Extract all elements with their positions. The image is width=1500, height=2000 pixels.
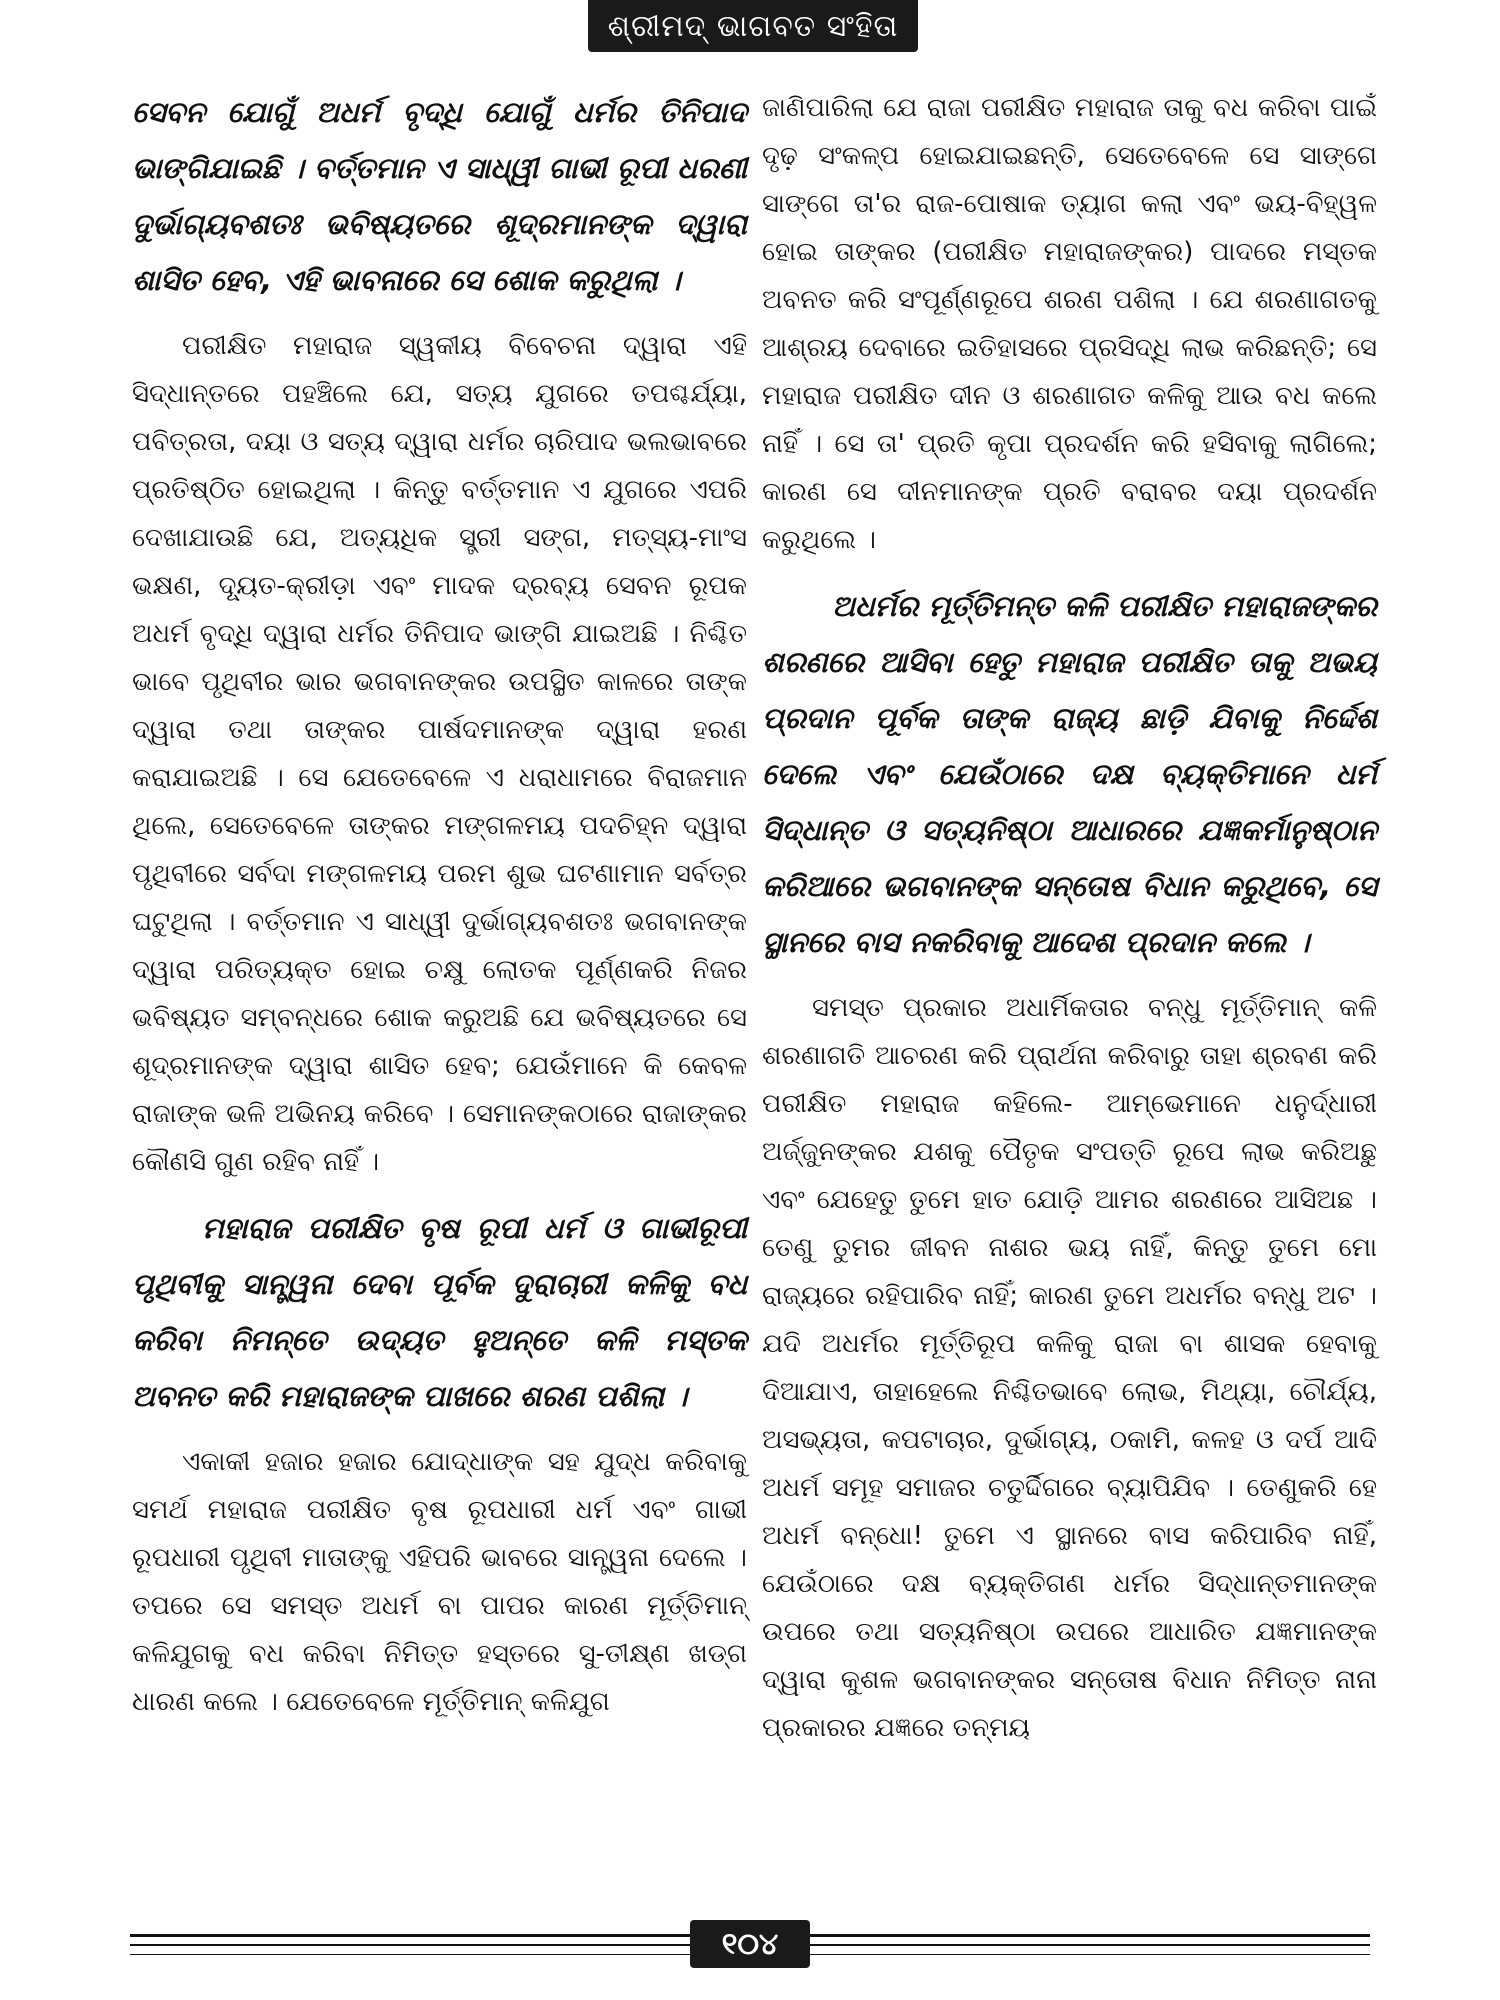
page-number: ୧୦୪ [690,1920,810,1968]
body-paragraph: ସମସ୍ତ ପ୍ରକାର ଅଧାର୍ମିକତାର ବନ୍ଧୁ ମୂର୍ତ୍ତିମାନ୍ କଳି ଶରଣାଗତି ଆଚରଣ କରି ପ୍ରାର୍ଥନା କରିବାରୁ ତାହା ଶ୍ରବଣ କରି ପରୀକ୍ଷିତ ମହାରାଜ କହିଲେ- ଆମ୍ଭେମାନେ ଧନୁର୍ଦ୍ଧାରୀ ଅର୍ଜ୍ଜୁନଙ୍କର ଯଶକୁ ପୈତୃକ ସଂପତ୍ତି ରୂପେ ଲାଭ କରିଅଛୁ ଏବଂ ଯେହେତୁ ତୁମେ ହାତ ଯୋଡ଼ି ଆମର ଶରଣରେ ଆସିଅଛ । ତେଣୁ ତୁମର ଜୀବନ ନାଶର ଭୟ ନାହିଁ, କିନ୍ତୁ ତୁମେ ମୋ ରାଜ୍ୟରେ ରହିପାରିବ ନାହିଁ; କାରଣ ତୁମେ ଅଧର୍ମର ବନ୍ଧୁ ଅଟ । ଯଦି ଅଧର୍ମର ମୂର୍ତ୍ତିରୂପ କଳିକୁ ରାଜା ବା ଶାସକ ହେବାକୁ ଦିଆଯାଏ, ତାହାହେଲେ ନିଶ୍ଚିତଭାବେ ଲୋଭ, ମିଥ୍ୟା, ଚୌର୍ଯ୍ୟ, ଅସଭ୍ୟତା, କପଟାଚାର, ଦୁର୍ଭାଗ୍ୟ, ଠକାମି, କଳହ ଓ ଦର୍ପ ଆଦି ଅଧର୍ମ ସମୂହ ସମାଜର ଚତୁର୍ଦ୍ଦିଗରେ ବ୍ୟାପିଯିବ । ତେଣୁକରି ହେ ଅଧର୍ମ ବନ୍ଧୋ! ତୁମେ ଏ ସ୍ଥାନରେ ବାସ କରିପାରିବ ନାହିଁ, ଯେଉଁଠାରେ ଦକ୍ଷ ବ୍ୟକ୍ତିଗଣ ଧର୍ମର ସିଦ୍ଧାନ୍ତମାନଙ୍କ ଉପରେ ତଥା ସତ୍ୟନିଷ୍ଠା ଉପରେ ଆଧାରିତ ଯଜ୍ଞମାନଙ୍କ ଦ୍ୱାରା କୁଶଳ ଭଗବାନଙ୍କର ସନ୍ତୋଷ ବିଧାନ ନିମିତ୍ତ ନାନା ପ୍ରକାରର ଯଜ୍ଞରେ ତନ୍ମୟ [762,993,1377,1743]
body-paragraph: ଏକାକୀ ହଜାର ହଜାର ଯୋଦ୍ଧାଙ୍କ ସହ ଯୁଦ୍ଧ କରିବାକୁ ସମର୍ଥ ମହାରାଜ ପରୀକ୍ଷିତ ବୃଷ ରୂପଧାରୀ ଧର୍ମ ଏବଂ ଗାଭୀ ରୂପଧାରୀ ପୃଥିବୀ ମାତାଙ୍କୁ ଏହିପରି ଭାବରେ ସାନ୍ତ୍ୱନା ଦେଲେ । ତପରେ ସେ ସମସ୍ତ ଅଧର୍ମ ବା ପାପର କାରଣ ମୂର୍ତ୍ତିମାନ୍ କଳିଯୁଗକୁ ବଧ କରିବା ନିମିତ୍ତ ହସ୍ତରେ ସୁ-ତୀକ୍ଷ୍ଣ ଖଡ୍ଗ ଧାରଣ କଲେ । ଯେତେବେଳେ ମୂର୍ତ୍ତିମାନ୍ କଳିଯୁଗ [132,1447,747,1717]
right-column [762,84,1377,1880]
running-header: ଶ୍ରୀମଦ୍ ଭାଗବତ ସଂହିତା [588,0,918,52]
bold-paragraph: ସେବନ ଯୋଗୁଁ ଅଧର୍ମ ବୃଦ୍ଧି ଯୋଗୁଁ ଧର୍ମର ତିନିପାଦ ଭାଙ୍ଗିଯାଇଛି । ବର୍ତ୍ତମାନ ଏ ସାଧ୍ୱୀ ଗାଭୀ ରୂପୀ ଧରଣୀ ଦୁର୍ଭାଗ୍ୟବଶତଃ ଭବିଷ୍ୟତରେ ଶୂଦ୍ରମାନଙ୍କ ଦ୍ୱାରା ଶାସିତ ହେବ, ଏହି ଭାବନାରେ ସେ ଶୋକ କରୁଥିଲା । [132,95,747,297]
body-paragraph: ଜାଣିପାରିଲା ଯେ ରାଜା ପରୀକ୍ଷିତ ମହାରାଜ ତାକୁ ବଧ କରିବା ପାଇଁ ଦୃଢ଼ ସଂକଳ୍ପ ହୋଇଯାଇଛନ୍ତି, ସେତେବେଳେ ସେ ସାଙ୍ଗେ ସାଙ୍ଗେ ତା'ର ରାଜ-ପୋଷାକ ତ୍ୟାଗ କଲା ଏବଂ ଭୟ-ବିହ୍ୱଳ ହୋଇ ତାଙ୍କର (ପରୀକ୍ଷିତ ମହାରାଜଙ୍କର) ପାଦରେ ମସ୍ତକ ଅବନତ କରି ସଂପୂର୍ଣ୍ଣରୂପେ ଶରଣ ପଶିଲା । ଯେ ଶରଣାଗତକୁ ଆଶ୍ରୟ ଦେବାରେ ଇତିହାସରେ ପ୍ରସିଦ୍ଧି ଲାଭ କରିଛନ୍ତି; ସେ ମହାରାଜ ପରୀକ୍ଷିତ ଦୀନ ଓ ଶରଣାଗତ କଳିକୁ ଆଉ ବଧ କଲେ ନାହିଁ । ସେ ତା' ପ୍ରତି କୃପା ପ୍ରଦର୍ଶନ କରି ହସିବାକୁ ଲାଗିଲେ; କାରଣ ସେ ଦୀନମାନଙ୍କ ପ୍ରତି ବରାବର ଦୟା ପ୍ରଦର୍ଶନ କରୁଥିଲେ । [762,93,1377,555]
left-column [132,84,747,1880]
page-footer [130,1920,1370,1968]
body-paragraph: ପରୀକ୍ଷିତ ମହାରାଜ ସ୍ୱକୀୟ ବିବେଚନା ଦ୍ୱାରା ଏହି ସିଦ୍ଧାନ୍ତରେ ପହଞ୍ଚିଲେ ଯେ, ସତ୍ୟ ଯୁଗରେ ତପଶ୍ଚର୍ଯ୍ୟା, ପବିତ୍ରତା, ଦୟା ଓ ସତ୍ୟ ଦ୍ୱାରା ଧର୍ମର ଚାରିପାଦ ଭଲଭାବରେ ପ୍ରତିଷ୍ଠିତ ହୋଇଥିଲା । କିନ୍ତୁ ବର୍ତ୍ତମାନ ଏ ଯୁଗରେ ଏପରି ଦେଖାଯାଉଛି ଯେ, ଅତ୍ୟଧିକ ସ୍ତ୍ରୀ ସଙ୍ଗ, ମତ୍ସ୍ୟ-ମାଂସ ଭକ୍ଷଣ, ଦ୍ୟୂତ-କ୍ରୀଡ଼ା ଏବଂ ମାଦକ ଦ୍ରବ୍ୟ ସେବନ ରୂପକ ଅଧର୍ମ ବୃଦ୍ଧି ଦ୍ୱାରା ଧର୍ମର ତିନିପାଦ ଭାଙ୍ଗି ଯାଇଅଛି । ନିଶ୍ଚିତ ଭାବେ ପୃଥିବୀର ଭାର ଭଗବାନଙ୍କର ଉପସ୍ଥିତ କାଳରେ ତାଙ୍କ ଦ୍ୱାରା ତଥା ତାଙ୍କର ପାର୍ଷଦମାନଙ୍କ ଦ୍ୱାରା ହରଣ କରାଯାଇଅଛି । ସେ ଯେତେବେଳେ ଏ ଧରାଧାମରେ ବିରାଜମାନ ଥିଲେ, ସେତେବେଳେ ତାଙ୍କର ମଙ୍ଗଳମୟ ପଦଚିହ୍ନ ଦ୍ୱାରା ପୃଥିବୀରେ ସର୍ବଦା ମଙ୍ଗଳମୟ ପରମ ଶୁଭ ଘଟଣାମାନ ସର୍ବତ୍ର ଘଟୁଥିଲା । ବର୍ତ୍ତମାନ ଏ ସାଧ୍ୱୀ ଦୁର୍ଭାଗ୍ୟବଶତଃ ଭଗବାନଙ୍କ ଦ୍ୱାରା ପରିତ୍ୟକ୍ତ ହୋଇ ଚକ୍ଷୁ ଲୋତକ ପୂର୍ଣ୍ଣକରି ନିଜର ଭବିଷ୍ୟତ ସମ୍ବନ୍ଧରେ ଶୋକ କରୁଅଛି ଯେ ଭବିଷ୍ୟତରେ ସେ ଶୂଦ୍ରମାନଙ୍କ ଦ୍ୱାରା ଶାସିତ ହେବ; ଯେଉଁମାନେ କି କେବଳ ରାଜାଙ୍କ ଭଳି ଅଭିନୟ କରିବେ । ସେମାନଙ୍କଠାରେ ରାଜାଙ୍କର କୌଣସି ଗୁଣ ରହିବ ନାହିଁ । [132,331,747,1177]
bold-paragraph: ଅଧର୍ମର ମୂର୍ତ୍ତିମନ୍ତ କଳି ପରୀକ୍ଷିତ ମହାରାଜଙ୍କର ଶରଣରେ ଆସିବା ହେତୁ ମହାରାଜ ପରୀକ୍ଷିତ ତାକୁ ଅଭୟ ପ୍ରଦାନ ପୂର୍ବକ ତାଙ୍କ ରାଜ୍ୟ ଛାଡ଼ି ଯିବାକୁ ନିର୍ଦ୍ଦେଶ ଦେଲେ ଏବଂ ଯେଉଁଠାରେ ଦକ୍ଷ ବ୍ୟକ୍ତିମାନେ ଧର୍ମ ସିଦ୍ଧାନ୍ତ ଓ ସତ୍ୟନିଷ୍ଠା ଆଧାରରେ ଯଜ୍ଞକର୍ମାନୁଷ୍ଠାନ କରିଆରେ ଭଗବାନଙ୍କ ସନ୍ତୋଷ ବିଧାନ କରୁଥିବେ, ସେ ସ୍ଥାନରେ ବାସ ନକରିବାକୁ ଆଦେଶ ପ୍ରଦାନ କଲେ । [762,589,1377,959]
bold-paragraph: ମହାରାଜ ପରୀକ୍ଷିତ ବୃଷ ରୂପୀ ଧର୍ମ ଓ ଗାଭୀରୂପୀ ପୃଥିବୀକୁ ସାନ୍ତ୍ୱନା ଦେବା ପୂର୍ବକ ଦୁରାଚାରୀ କଳିକୁ ବଧ କରିବା ନିମନ୍ତେ ଉଦ୍ୟତ ହୁଅନ୍ତେ କଳି ମସ୍ତକ ଅବନତ କରି ମହାରାଜଙ୍କ ପାଖରେ ଶରଣ ପଶିଲା । [132,1211,747,1413]
